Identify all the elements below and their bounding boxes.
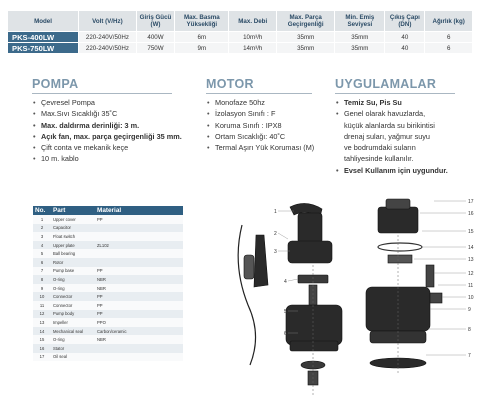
list-item: ve bodrumdaki suların [344,143,416,153]
list-item: • Koruma Sınıfı : IPX8 [206,120,314,131]
part-name: Upper cover [51,215,95,224]
parts-row [33,224,183,233]
spec-header: Giriş Gücü (W) [136,11,174,32]
callout-label: 15 [468,229,474,235]
spec-cell: 35mm [335,32,385,43]
part-name: O-ring [51,275,95,284]
part-material: PP [95,310,183,319]
stator-shape [378,207,418,233]
motor-heading: MOTOR [206,77,254,91]
connector-elbow-shape [430,293,442,303]
part-name: Connector [51,301,95,310]
part-name: Stator [51,344,95,353]
callout-label: 11 [468,283,474,289]
model-cell: PKS-750LW [8,43,79,54]
parts-row [33,249,183,258]
part-material: PP [95,267,183,276]
parts-row [33,241,183,250]
parts-row [33,267,183,276]
part-name: Impeller [51,318,95,327]
part-number: 7 [33,267,51,276]
part-material: NBR [95,275,183,284]
callout-label: 2 [274,231,277,237]
part-number: 11 [33,301,51,310]
spec-cell: 35mm [277,32,335,43]
part-material: PPO [95,318,183,327]
callout-label: 9 [468,307,471,313]
list-item: küçük alanlarda su birikintisi [344,120,435,130]
parts-row [33,301,183,310]
cable-shape [238,225,255,365]
part-name: Upper plate [51,241,95,250]
part-name: Mechanical seal [51,327,95,336]
parts-row [33,292,183,301]
spec-header: Çıkış Çapı (DN) [385,11,425,32]
callout-label: 14 [468,245,474,251]
motor-divider [206,93,312,94]
part-number: 13 [33,318,51,327]
parts-row [33,318,183,327]
part-number: 6 [33,258,51,267]
spec-cell: 220-240V/50Hz [79,32,137,43]
part-number: 4 [33,241,51,250]
part-material: NBR [95,284,183,293]
spec-cell: 35mm [335,43,385,54]
part-number: 12 [33,310,51,319]
part-name: Pump body [51,310,95,319]
callout-label: 5 [284,309,287,315]
list-item: • Max.Sıvı Sıcaklığı 35˚C [32,108,182,119]
list-item: • İzolasyon Sınıfı : F [206,108,314,119]
part-material: PP [95,301,183,310]
spec-cell: 400W [136,32,174,43]
part-material [95,249,183,258]
part-material: ZL102 [95,241,183,250]
list-item: • Açık fan, max. parça geçirgenliği 35 mm. [32,131,182,142]
parts-header: Part [51,206,95,215]
part-number: 15 [33,335,51,344]
spec-cell: 6 [425,32,473,43]
spec-cell: 40 [385,43,425,54]
spec-header: Max. Parça Geçirgenliği [277,11,335,32]
uygulamalar-heading: UYGULAMALAR [335,77,437,91]
parts-row [33,284,183,293]
part-material [95,224,183,233]
spec-cell: 6m [175,32,229,43]
list-item: • Temiz Su, Pis Su [335,97,448,108]
mechanical-seal-shape [388,255,412,263]
spec-header: Max. Debi [229,11,277,32]
list-item: • 10 m. kablo [32,153,182,164]
parts-table [33,206,183,361]
part-material [95,353,183,362]
parts-row [33,215,183,224]
list-item: drenaj suları, yağmur suyu [344,131,430,141]
spec-cell: 40 [385,32,425,43]
oil-seal-shape [386,199,410,209]
spec-header: Model [8,11,79,32]
spec-header: Min. Emiş Seviyesi [335,11,385,32]
part-material: PP [95,215,183,224]
spec-header: Max. Basma Yüksekliği [175,11,229,32]
part-name: Rotor [51,258,95,267]
spec-row [8,32,473,43]
part-number: 3 [33,232,51,241]
part-material [95,344,183,353]
part-name: Ball bearing [51,249,95,258]
spec-header: Ağırlık (kg) [425,11,473,32]
upper-cover-shape [298,213,322,243]
uygulamalar-divider [335,93,455,94]
list-item: • Termal Aşırı Yük Koruması (M) [206,142,314,153]
parts-row [33,344,183,353]
parts-row [33,310,183,319]
part-number: 16 [33,344,51,353]
callout-label: 3 [274,249,277,255]
callout-label: 4 [284,279,287,285]
o-ring-shape [378,243,422,251]
pompa-list [32,97,182,165]
spec-cell: 9m [175,43,229,54]
spec-cell: 750W [136,43,174,54]
callout-label: 6 [284,331,287,337]
part-material: PP [95,292,183,301]
part-number: 14 [33,327,51,336]
callout-label: 16 [468,211,474,217]
part-name: Float switch [51,232,95,241]
parts-row [33,327,183,336]
spec-table [7,10,473,54]
part-material: Carbon/ceramic [95,327,183,336]
spec-header-row [8,11,473,32]
spec-cell: 220-240V/50Hz [79,43,137,54]
callout-label: 12 [468,271,474,277]
part-name: Capacitor [51,224,95,233]
callout-label: 17 [468,199,474,205]
spec-row [8,43,473,54]
pump-base-shape [290,341,338,351]
part-name: O-ring [51,284,95,293]
part-number: 2 [33,224,51,233]
part-material [95,232,183,241]
parts-header: Material [95,206,183,215]
motor-list [206,97,314,153]
parts-row [33,232,183,241]
callout-label: 8 [468,327,471,333]
list-item: • Evsel Kullanım için uygundur. [335,165,448,176]
part-number: 1 [33,215,51,224]
part-name: Pump base [51,267,95,276]
spec-cell: 35mm [277,43,335,54]
list-item: • Max. daldırma derinliği: 3 m. [32,120,182,131]
list-item: tahliyesinde kullanılır. [344,154,414,164]
list-item: • Monofaze 50hz [206,97,314,108]
uygulamalar-list [335,97,448,176]
list-item: • Genel olarak havuzlarda, [335,108,448,119]
spec-header: Volt (V/Hz) [79,11,137,32]
callout-label: 1 [274,209,277,215]
spec-cell: 14m³/h [229,43,277,54]
callout-label: 7 [468,353,471,359]
list-item: • Çevresel Pompa [32,97,182,108]
connector-shape [426,265,434,287]
part-number: 5 [33,249,51,258]
parts-row [33,275,183,284]
part-number: 10 [33,292,51,301]
pump-exploded-drawing [228,195,478,401]
spec-cell: 6 [425,43,473,54]
motor-housing-shape [288,241,332,263]
part-number: 8 [33,275,51,284]
list-item: • Ortam Sıcaklığı: 40˚C [206,131,314,142]
part-name: Oil seal [51,353,95,362]
parts-header-row [33,206,183,215]
parts-row [33,353,183,362]
callout-label: 10 [468,295,474,301]
list-item: • Çift conta ve mekanik keçe [32,142,182,153]
part-number: 17 [33,353,51,362]
pompa-heading: POMPA [32,77,79,91]
part-material: NBR [95,335,183,344]
pompa-divider [32,93,172,94]
float-switch-shape [254,235,268,287]
part-name: O-ring [51,335,95,344]
part-material [95,258,183,267]
part-number: 9 [33,284,51,293]
part-name: Connector [51,292,95,301]
callout-label: 13 [468,257,474,263]
spec-cell: 10m³/h [229,32,277,43]
model-cell: PKS-400LW [8,32,79,43]
parts-row [33,258,183,267]
capacitor-shape [244,255,254,279]
parts-header: No. [33,206,51,215]
parts-row [33,335,183,344]
